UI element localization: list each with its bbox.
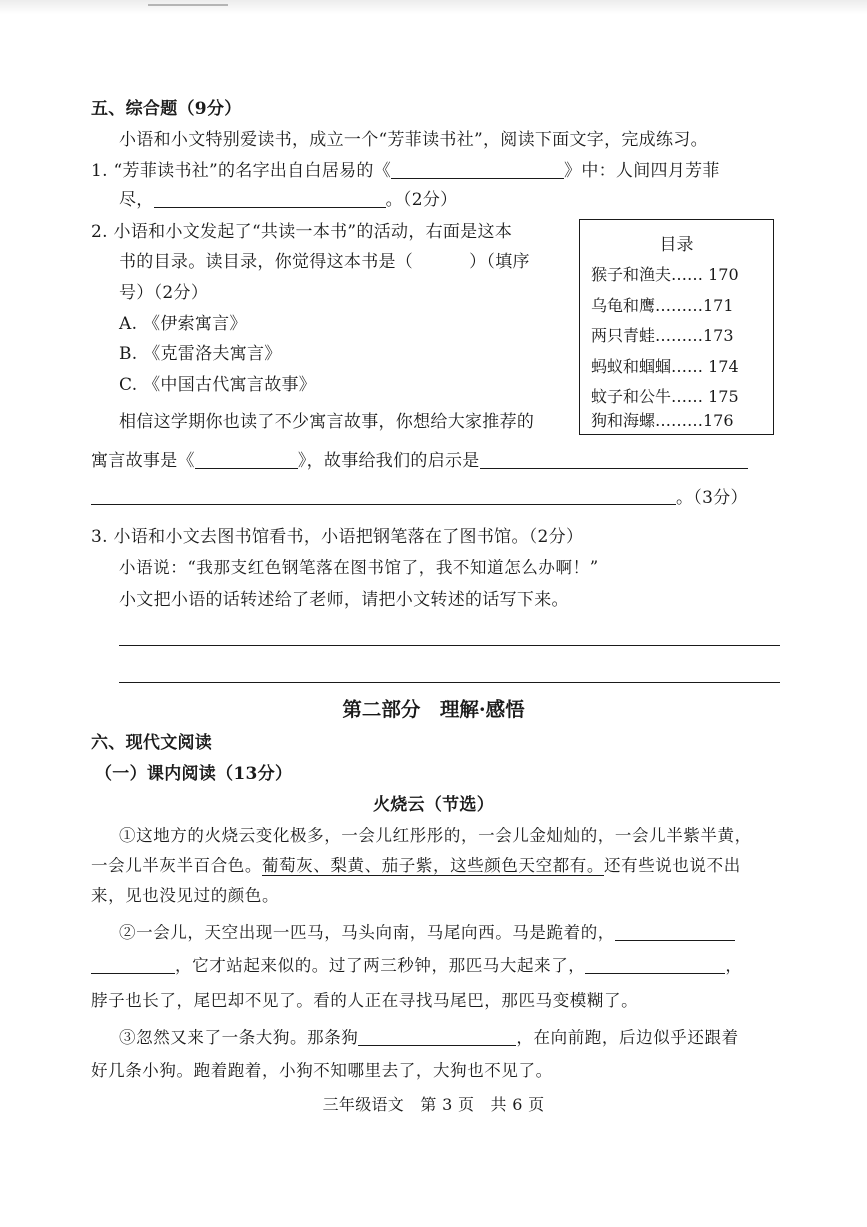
section5-intro: 小语和小文特别爱读书，成立一个“芳菲读书社”，阅读下面文字，完成练习。 bbox=[119, 130, 708, 150]
p2-blank-1[interactable] bbox=[615, 924, 735, 941]
q1-poem-blank[interactable] bbox=[391, 162, 564, 179]
q2-lesson-line[interactable] bbox=[91, 504, 676, 505]
q2-text-2a: 书的目录。读目录，你觉得这本书是（ bbox=[119, 252, 414, 272]
q2-lesson-blank[interactable] bbox=[480, 452, 748, 469]
scan-mark bbox=[148, 4, 228, 6]
toc-box bbox=[579, 219, 774, 435]
section5-heading: 五、综合题（9分） bbox=[91, 99, 242, 119]
q2-follow-2 bbox=[91, 450, 748, 472]
q2-follow-2a: 寓言故事是《 bbox=[91, 451, 195, 471]
q3-number: 3. bbox=[91, 527, 108, 547]
toc-item: 乌龟和鹰………171 bbox=[591, 296, 734, 315]
p3-line1 bbox=[119, 1027, 739, 1049]
q1-verse-blank[interactable] bbox=[154, 191, 386, 208]
q1-text-c: 尽， bbox=[119, 190, 154, 210]
toc-title: 目录 bbox=[659, 235, 694, 255]
q1-score: 。（2分） bbox=[385, 190, 458, 210]
p3-blank[interactable] bbox=[358, 1029, 516, 1046]
q1-text-a: “芳菲读书社”的名字出自白居易的《 bbox=[113, 161, 392, 181]
p1-underlined-sentence: 葡萄灰、梨黄、茄子紫，这些颜色天空都有。 bbox=[262, 856, 604, 875]
toc-item: 狗和海螺………176 bbox=[591, 411, 734, 430]
q2-line3: 号）（2分） bbox=[119, 283, 209, 303]
q3-line3: 小文把小语的话转述给了老师，请把小文转述的话写下来。 bbox=[119, 590, 569, 610]
q2-follow-1: 相信这学期你也读了不少寓言故事，你想给大家推荐的 bbox=[119, 412, 535, 432]
p1-line1: ①这地方的火烧云变化极多，一会儿红彤彤的，一会儿金灿灿的，一会儿半紫半黄， bbox=[119, 826, 752, 845]
q1-line2 bbox=[119, 189, 457, 211]
p2-line3: 脖子也长了，尾巴却不见了。看的人正在寻找马尾巴，那匹马变模糊了。 bbox=[91, 991, 639, 1010]
q3-answer-line-1[interactable] bbox=[119, 645, 780, 646]
q2-score: 。（3分） bbox=[676, 488, 748, 508]
toc-item: 两只青蛙………173 bbox=[591, 326, 734, 345]
p2-blank-1-continued[interactable] bbox=[91, 957, 175, 974]
p3-text-1a: ③忽然又来了一条大狗。那条狗 bbox=[119, 1028, 359, 1047]
page-footer: 三年级语文 第 3 页 共 6 页 bbox=[322, 1095, 545, 1114]
q2-option-c: C. 《中国古代寓言故事》 bbox=[119, 375, 317, 395]
q2-text-2b: ）（填序 bbox=[469, 252, 530, 272]
q2-follow-2b: 》，故事给我们的启示是 bbox=[297, 451, 480, 471]
q1-number: 1. bbox=[91, 161, 108, 181]
p2-line1 bbox=[119, 922, 735, 944]
q3-answer-line-2[interactable] bbox=[119, 682, 780, 683]
p2-text-1: ②一会儿，天空出现一匹马，马头向南，马尾向西。马是跪着的， bbox=[119, 923, 615, 942]
p2-blank-2[interactable] bbox=[585, 957, 725, 974]
toc-item: 猴子和渔夫…… 170 bbox=[591, 265, 739, 284]
q2-text-1: 小语和小文发起了“共读一本书”的活动，右面是这本 bbox=[113, 222, 513, 242]
p1-line3: 来，见也没见过的颜色。 bbox=[91, 886, 280, 905]
q2-option-b: B. 《克雷洛夫寓言》 bbox=[119, 344, 282, 364]
scan-edge bbox=[0, 0, 867, 14]
toc-item: 蚂蚁和蝈蝈…… 174 bbox=[591, 357, 739, 376]
q3-line1 bbox=[91, 526, 583, 548]
toc-item: 蚊子和公牛…… 175 bbox=[591, 387, 739, 406]
article-title: 火烧云（节选） bbox=[372, 795, 495, 815]
p3-line2: 好几条小狗。跑着跑着，小狗不知哪里去了，大狗也不见了。 bbox=[91, 1061, 553, 1080]
p1-text-a: 一会儿半灰半百合色。 bbox=[91, 856, 262, 875]
q2-line2 bbox=[119, 251, 530, 273]
q3-text-1: 小语和小文去图书馆看书，小语把钢笔落在了图书馆。（2分） bbox=[113, 527, 584, 547]
q2-story-blank[interactable] bbox=[195, 452, 298, 469]
q2-option-a: A. 《伊索寓言》 bbox=[119, 314, 247, 334]
p2-line2 bbox=[91, 955, 743, 977]
part2-title: 第二部分 理解·感悟 bbox=[342, 698, 525, 721]
q3-quote: 小语说：“我那支红色钢笔落在图书馆了，我不知道怎么办啊！” bbox=[119, 558, 599, 577]
p2-text-2b: ， bbox=[725, 956, 743, 975]
q1-text-b: 》中：人间四月芳菲 bbox=[564, 161, 720, 181]
q1-line1 bbox=[91, 160, 720, 182]
p3-text-1b: ，在向前跑，后边似乎还跟着 bbox=[516, 1028, 739, 1047]
p1-text-b: 还有些说也说不出 bbox=[604, 856, 741, 875]
p1-line2 bbox=[91, 855, 741, 877]
sub1-heading: （一）课内阅读（13分） bbox=[95, 764, 293, 784]
q2-line1 bbox=[91, 221, 512, 243]
section6-heading: 六、现代文阅读 bbox=[91, 733, 213, 753]
q2-number: 2. bbox=[91, 222, 108, 242]
p2-text-2a: ，它才站起来似的。过了两三秒钟，那匹马大起来了， bbox=[175, 956, 586, 975]
